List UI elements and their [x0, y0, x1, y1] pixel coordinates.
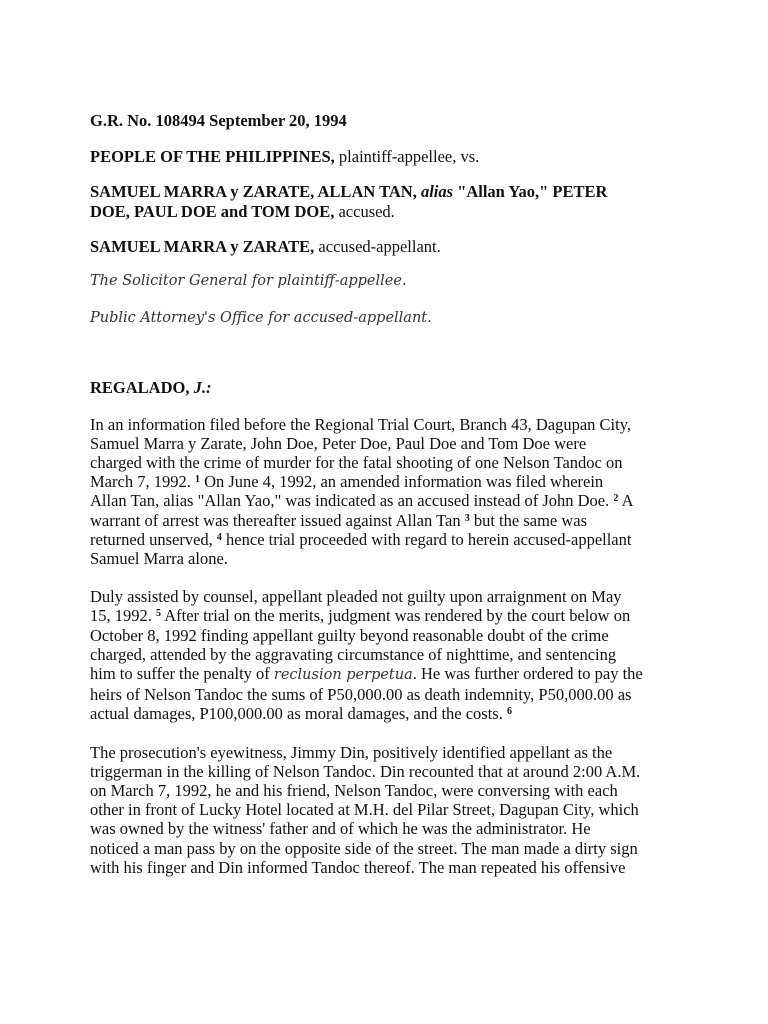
document-page	[90, 111, 690, 896]
footnote-ref-1[interactable]: 1	[194, 474, 200, 486]
accused-line	[90, 182, 690, 220]
footnote-ref-4[interactable]: 4	[216, 531, 222, 543]
plaintiff-name: PEOPLE OF THE PHILIPPINES,	[90, 147, 335, 167]
footnote-ref-2[interactable]: 2	[613, 493, 619, 505]
footnote-ref-3[interactable]: 3	[464, 512, 470, 524]
ponente	[90, 378, 690, 397]
footnote-ref-6[interactable]: 6	[506, 706, 512, 718]
appellant-name: SAMUEL MARRA y ZARATE,	[90, 236, 315, 256]
paragraph-2: Duly assisted by counsel, appellant pleaded not guilty upon arraignment on May 15, 1992. $^5$ After trial on the merits, judgment was rendered by the court below on October 8, 1992 finding appellant guilty beyond reasonable doubt of the crime charged, attended by the aggravating circumstance of nighttime, and sentencing him to suffer the penalty of reclusion perpetua. He was further ordered to pay the heirs of Nelson Tandoc the sums of P50,000.00 as death indemnity, P50,000.00 as actual damages, P100,000.00 as moral damages, and the costs. $^6$	[90, 587, 643, 724]
alias-word: alias	[420, 182, 454, 202]
plaintiff-line	[90, 147, 690, 166]
penalty-term: reclusion perpetua	[273, 667, 413, 684]
plaintiff-role: plaintiff-appellee, vs.	[334, 147, 480, 167]
appellant-line	[90, 237, 690, 256]
accused-names-b: "Allan Yao," PETER	[457, 182, 608, 202]
case-number: G.R. No. 108494 September 20, 1994	[90, 111, 347, 130]
counsel-appellee: The Solicitor General for plaintiff-appellee.	[90, 273, 407, 290]
accused-names-a: SAMUEL MARRA y ZARATE, ALLAN TAN,	[90, 182, 417, 202]
appellant-role: accused-appellant.	[314, 236, 441, 256]
ponente-suffix: J.:	[193, 378, 212, 398]
footnote-ref-5[interactable]: 5	[156, 608, 161, 620]
paragraph-1: In an information filed before the Regional Trial Court, Branch 43, Dagupan City, Samuel Marra y Zarate, John Doe, Peter Doe, Paul Doe and Tom Doe were charged with the crime of murder for the fatal shooting of one Nelson Tandoc on March 7, 1992. $^1$ On June 4, 1992, an amended information was filed wherein Allan Tan, alias "Allan Yao," was indicated as an accused instead of John Doe. $^2$ A warrant of arrest was thereafter issued against Allan Tan $^3$ but the same was returned unserved, $^4$ hence trial proceeded with regard to herein accused-appellant Samuel Marra alone.	[90, 414, 634, 569]
ponente-name: REGALADO,	[90, 378, 190, 398]
counsel-appellant: Public Attorney's Office for accused-appellant.	[90, 310, 432, 327]
paragraph-3: The prosecution's eyewitness, Jimmy Din, positively identified appellant as the triggerman in the killing of Nelson Tandoc. Din recounted that at around 2:00 A.M. on March 7, 1992, he and his friend, Nelson Tandoc, were conversing with each other in front of Lucky Hotel located at M.H. del Pilar Street, Dagupan City, which was owned by the witness' father and of which he was the administrator. He noticed a man pass by on the opposite side of the street. The man made a dirty sign with his finger and Din informed Tandoc thereof. The man repeated his offensive	[90, 742, 641, 877]
accused-role: accused.	[334, 201, 395, 221]
accused-names-c: DOE, PAUL DOE and TOM DOE,	[90, 201, 335, 221]
